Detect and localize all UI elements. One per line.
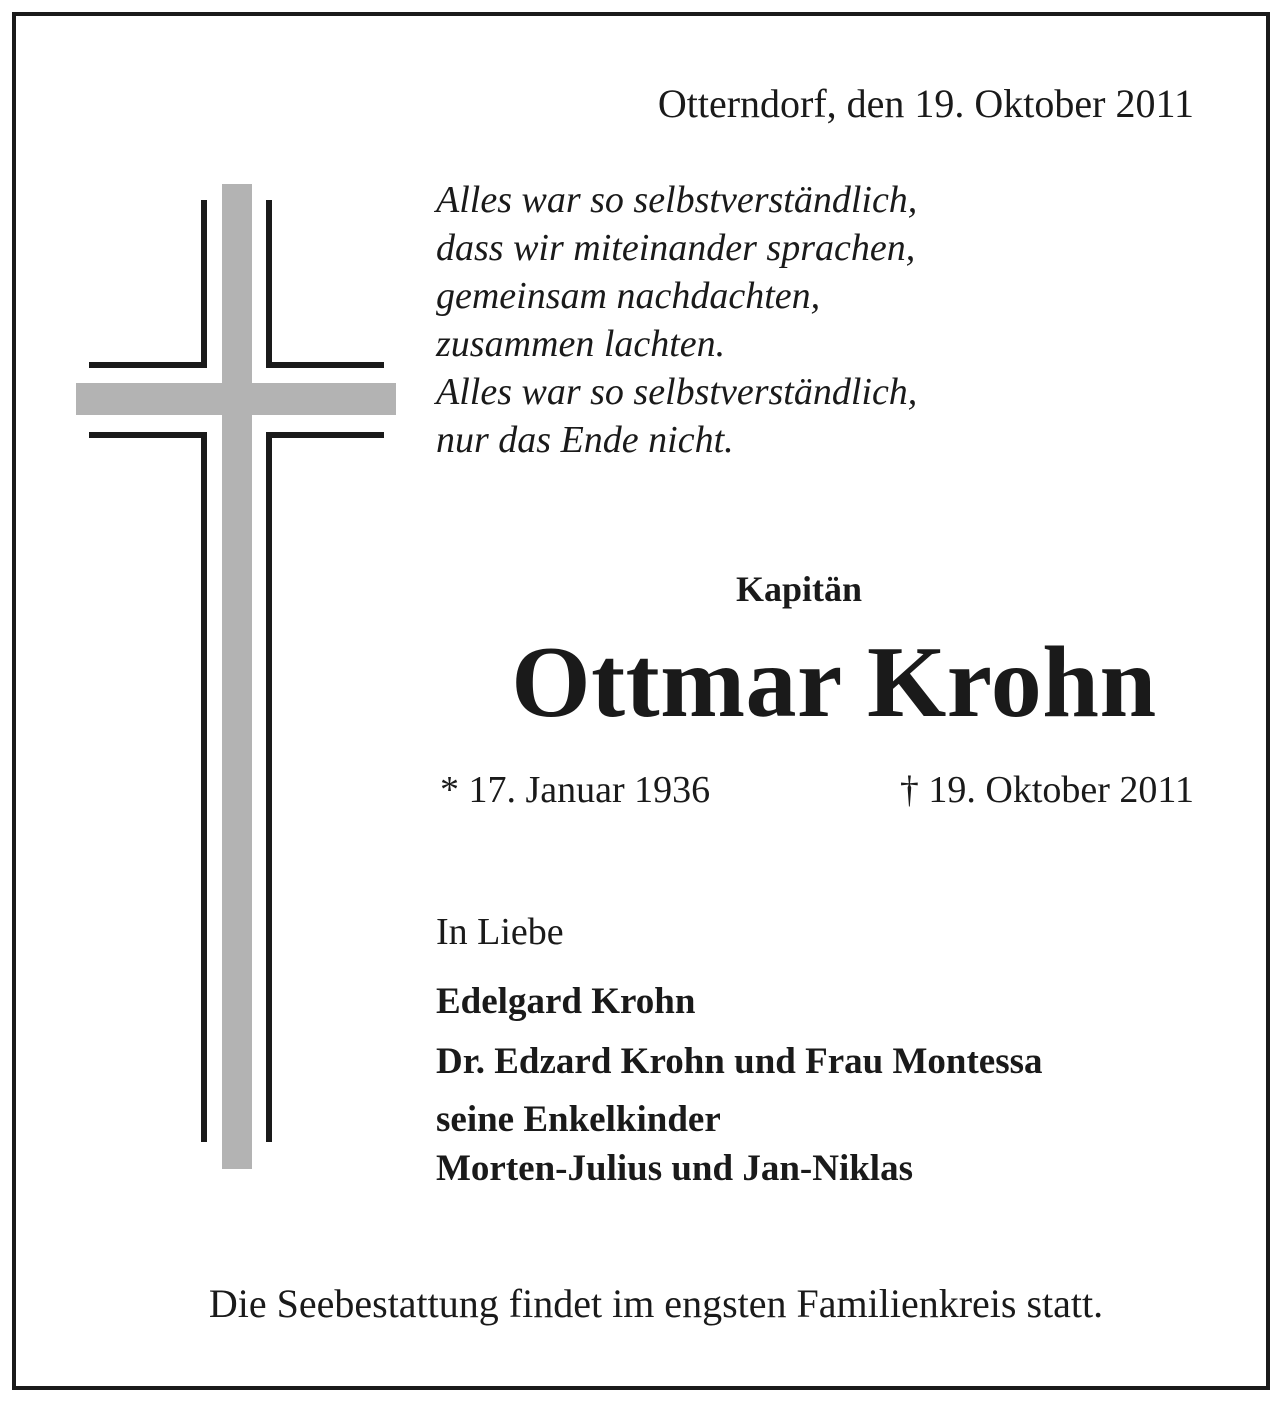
funeral-note: Die Seebestattung findet im engsten Familienkreis statt. <box>208 1281 1104 1326</box>
poem <box>436 176 917 464</box>
poem-line: dass wir miteinander sprachen, <box>436 227 916 269</box>
cross-icon <box>76 184 406 1174</box>
cross-vertical-bar <box>222 184 252 1169</box>
deceased-name: Ottmar Krohn <box>511 626 1157 739</box>
poem-line: nur das Ende nicht. <box>436 419 734 461</box>
poem-line: Alles war so selbstverständlich, <box>436 179 918 221</box>
mourners-list <box>436 974 1043 1192</box>
poem-line: Alles war so selbstverständlich, <box>436 371 918 413</box>
mourner-line: seine Enkelkinder <box>436 1099 721 1140</box>
poem-line: gemeinsam nachdachten, <box>436 275 821 317</box>
obituary-frame <box>12 12 1270 1390</box>
deceased-title: Kapitän <box>736 569 863 609</box>
cross-horizontal-bar <box>76 383 396 415</box>
poem-line: zusammen lachten. <box>436 323 726 365</box>
mourner-line: Morten-Julius und Jan-Niklas <box>436 1148 913 1189</box>
mourner-line: Dr. Edzard Krohn und Frau Montessa <box>436 1041 1043 1082</box>
place-date: Otterndorf, den 19. Oktober 2011 <box>657 81 1194 126</box>
mourner-line: Edelgard Krohn <box>436 981 696 1022</box>
birth-date: * 17. Januar 1936 <box>440 769 711 811</box>
death-date: † 19. Oktober 2011 <box>899 769 1194 811</box>
mourners-intro: In Liebe <box>436 911 564 953</box>
